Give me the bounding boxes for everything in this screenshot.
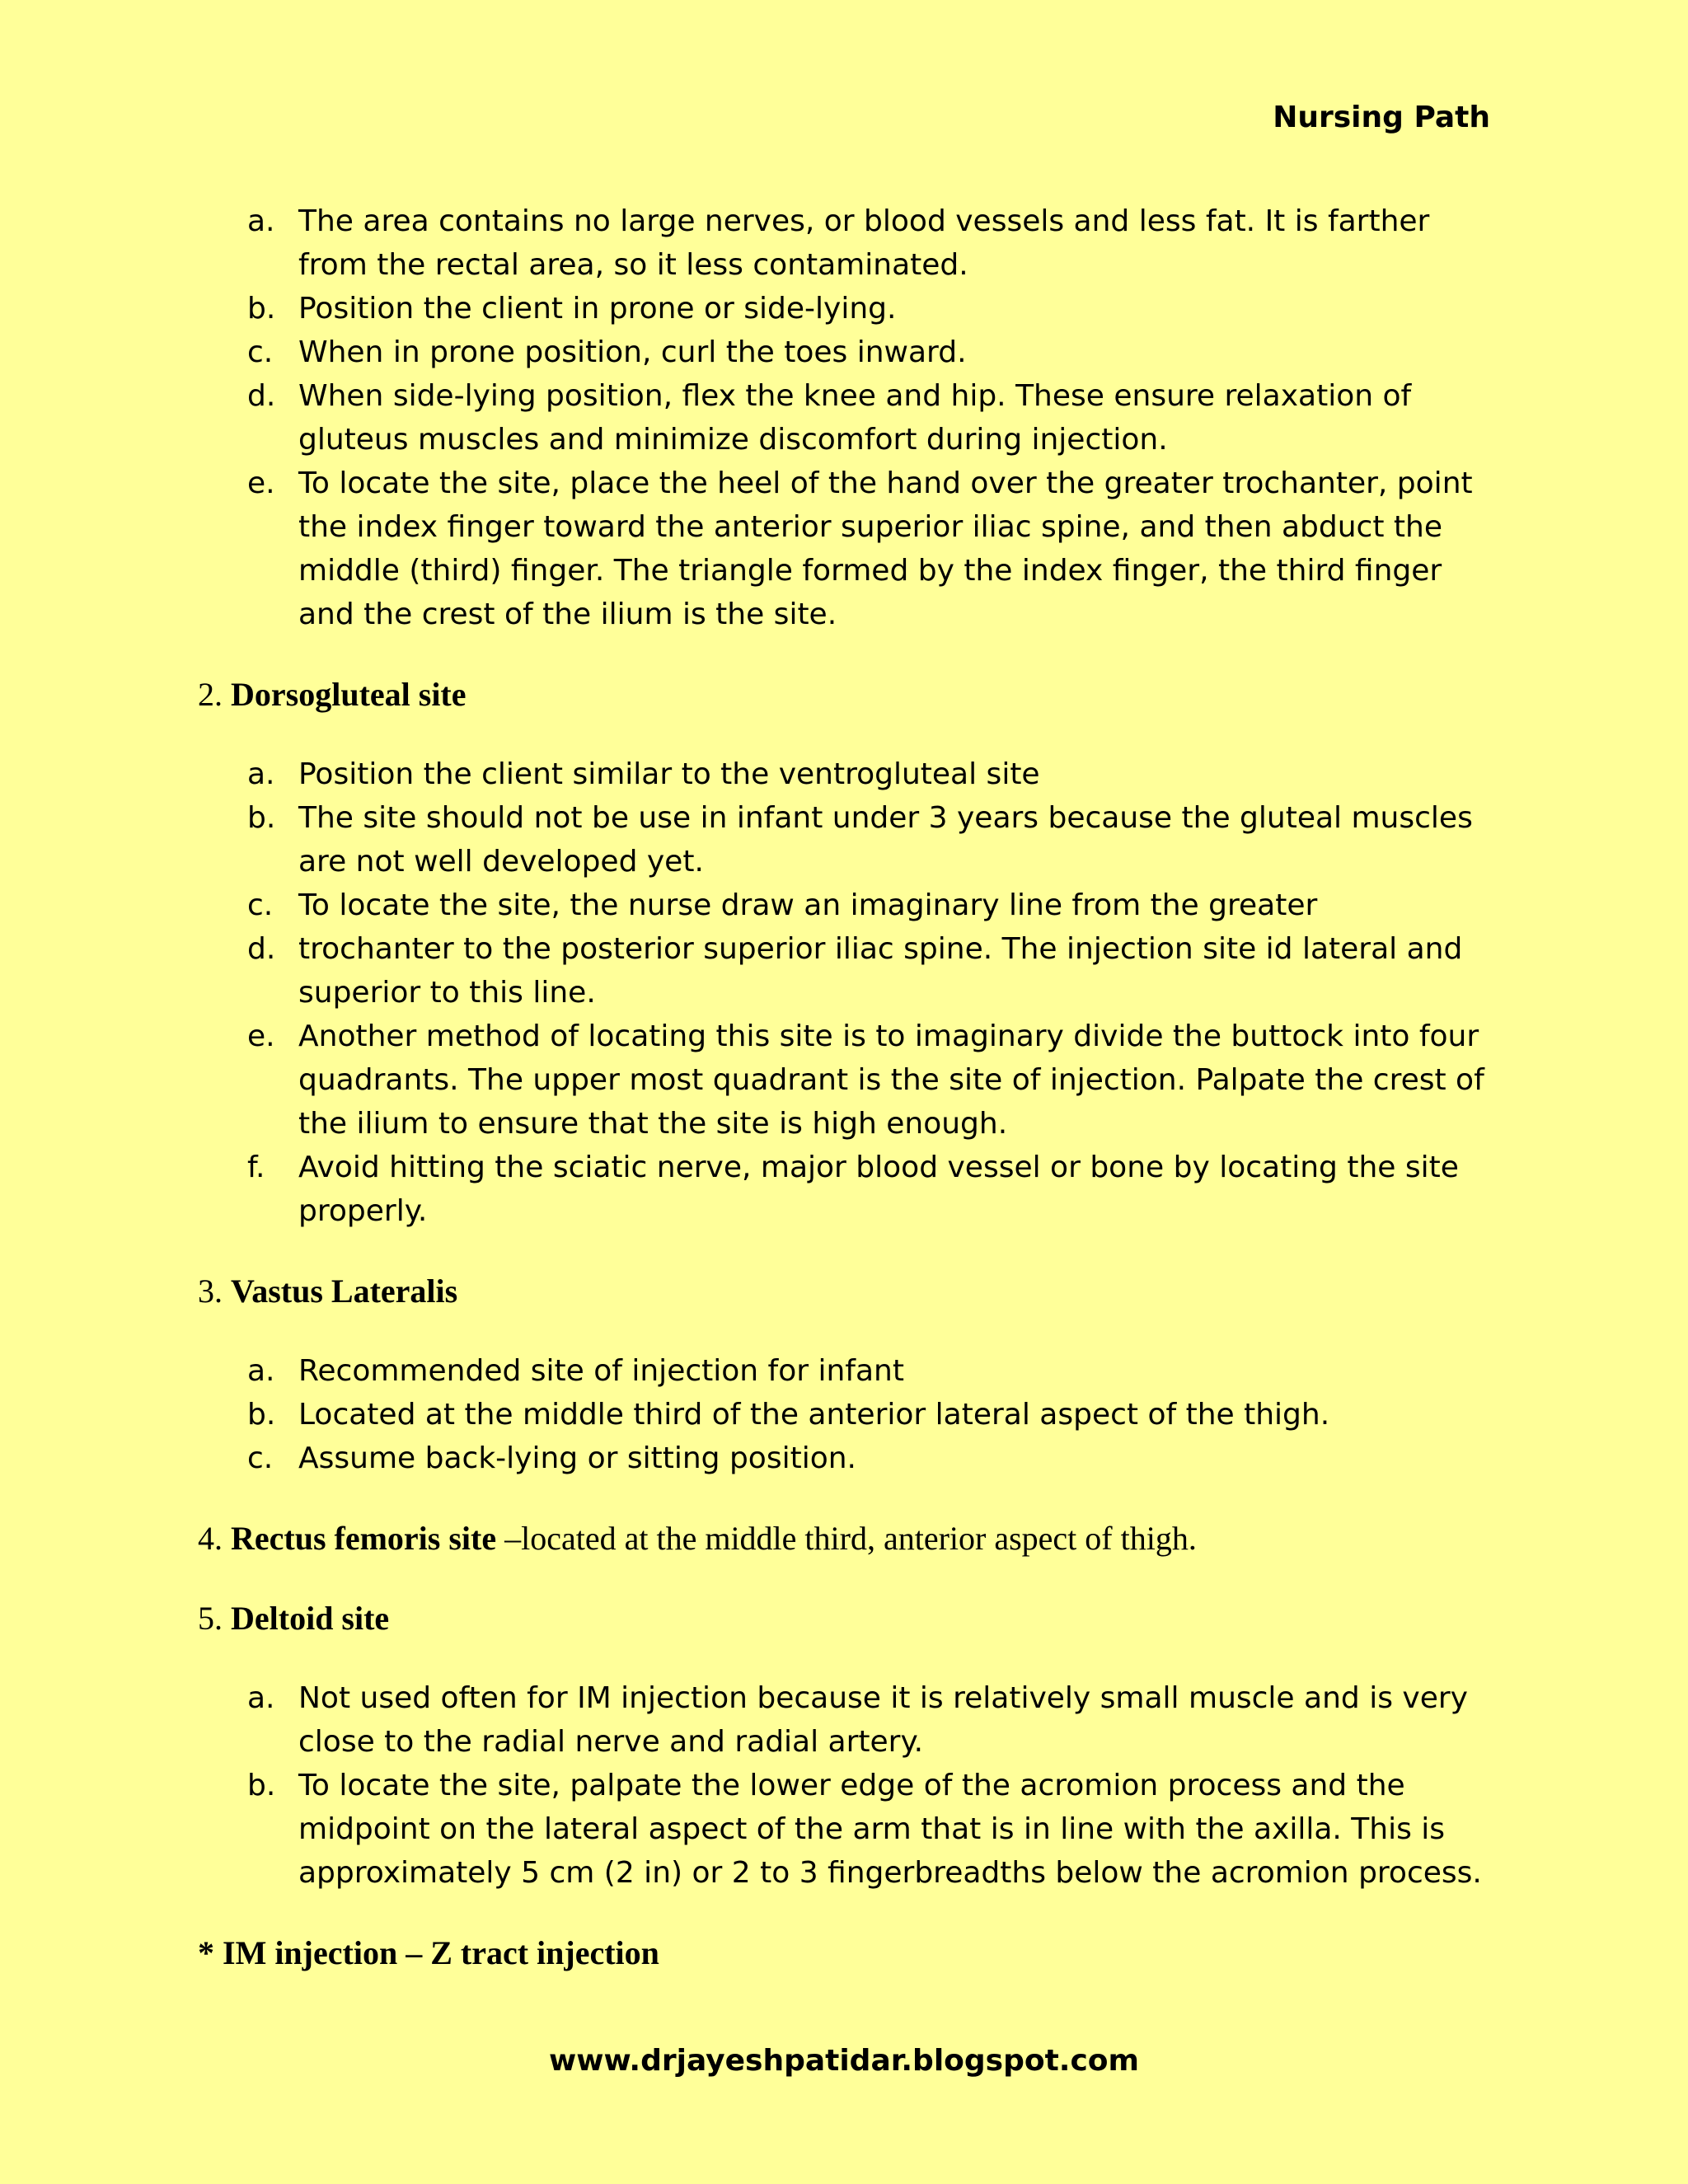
section-title: Rectus femoris site <box>231 1520 497 1557</box>
list-marker: b. <box>247 801 276 835</box>
list-item <box>247 1676 1500 1764</box>
list-item-text: Another method of locating this site is to imaginary divide the buttock into four quadrants. The upper most quadrant is the site of injection. Palpate the crest of the ilium to ensure that the site is high enough. <box>298 1019 1484 1141</box>
footer-url: www.drjayeshpatidar.blogspot.com <box>548 2044 1140 2078</box>
section-number: 4. <box>198 1520 223 1557</box>
list-marker: c. <box>247 1441 274 1475</box>
list-item-text: When side-lying position, flex the knee and hip. These ensure relaxation of gluteus muscles and minimize discomfort during injection. <box>298 379 1412 457</box>
list-item-text: Located at the middle third of the anterior lateral aspect of the thigh. <box>298 1398 1330 1432</box>
list-item-text: When in prone position, curl the toes inward. <box>298 335 967 369</box>
list-item <box>247 462 1500 636</box>
list-marker: a. <box>247 204 275 238</box>
list-item-text: Avoid hitting the sciatic nerve, major blood vessel or bone by locating the site properly. <box>298 1151 1459 1228</box>
section-title: Deltoid site <box>231 1600 390 1637</box>
list-marker: c. <box>247 335 274 369</box>
list-item <box>247 927 1500 1015</box>
section-number: 3. <box>198 1272 223 1310</box>
list-marker: a. <box>247 1354 275 1388</box>
page-header: Nursing Path <box>1273 101 1490 134</box>
section-heading <box>198 1269 1500 1313</box>
list-item <box>247 287 1500 330</box>
section-suffix: –located at the middle third, anterior aspect of thigh. <box>496 1520 1197 1557</box>
list-marker: f. <box>247 1151 265 1184</box>
list-item-text: Not used often for IM injection because it is relatively small muscle and is very close to the radial nerve and radial artery. <box>298 1681 1468 1759</box>
list-item-text: To locate the site, place the heel of the hand over the greater trochanter, point the index finger toward the anterior superior iliac spine, and then abduct the middle (third) finger. The triangle formed by the index finger, the third finger and the crest of the ilium is the site. <box>298 466 1473 631</box>
list-marker: d. <box>247 932 276 966</box>
section-heading <box>198 673 1500 716</box>
section-list <box>247 1349 1500 1480</box>
list-item <box>247 1393 1500 1436</box>
list-item <box>247 752 1500 796</box>
ventrogluteal-list <box>247 199 1500 636</box>
document-body <box>198 199 1500 2011</box>
section-list <box>247 752 1500 1233</box>
list-item <box>247 1764 1500 1895</box>
section-title: Dorsogluteal site <box>231 676 467 713</box>
section-number: 5. <box>198 1600 223 1637</box>
list-item <box>247 199 1500 287</box>
list-item <box>247 883 1500 927</box>
section-number: 2. <box>198 676 223 713</box>
list-item-text: Position the client in prone or side-lying. <box>298 292 897 326</box>
section-title: Vastus Lateralis <box>231 1272 458 1310</box>
list-marker: c. <box>247 888 274 922</box>
section-heading <box>198 1596 1500 1640</box>
list-item-text: To locate the site, the nurse draw an imaginary line from the greater <box>298 888 1318 922</box>
list-marker: d. <box>247 379 276 413</box>
list-marker: a. <box>247 1681 275 1715</box>
list-item <box>247 374 1500 462</box>
list-item <box>247 1015 1500 1146</box>
sections <box>198 673 1500 1895</box>
list-item <box>247 1436 1500 1480</box>
list-item-text: trochanter to the posterior superior iliac spine. The injection site id lateral and superior to this line. <box>298 932 1463 1010</box>
section-heading <box>198 1516 1500 1560</box>
list-item-text: The area contains no large nerves, or blood vessels and less fat. It is farther from the rectal area, so it less contaminated. <box>298 204 1430 282</box>
list-item-text: Recommended site of injection for infant <box>298 1354 904 1388</box>
list-marker: b. <box>247 292 276 326</box>
list-marker: e. <box>247 466 275 500</box>
closing-heading <box>198 1931 1500 1975</box>
list-item <box>247 796 1500 883</box>
list-item <box>247 330 1500 374</box>
list-marker: b. <box>247 1398 276 1432</box>
section-list <box>247 1676 1500 1895</box>
list-marker: e. <box>247 1019 275 1053</box>
list-item-text: The site should not be use in infant under 3 years because the gluteal muscles are not well developed yet. <box>298 801 1473 879</box>
list-item-text: Position the client similar to the ventrogluteal site <box>298 757 1040 791</box>
list-item <box>247 1349 1500 1393</box>
closing-heading-text: * IM injection – Z tract injection <box>198 1934 659 1971</box>
list-item-text: To locate the site, palpate the lower edge of the acromion process and the midpoint on the lateral aspect of the arm that is in line with the axilla. This is approximately 5 cm (2 in) or 2 to 3 fingerbreadths below the acromion process. <box>298 1769 1482 1890</box>
list-marker: a. <box>247 757 275 791</box>
list-item-text: Assume back-lying or sitting position. <box>298 1441 856 1475</box>
list-item <box>247 1146 1500 1233</box>
list-marker: b. <box>247 1769 276 1802</box>
